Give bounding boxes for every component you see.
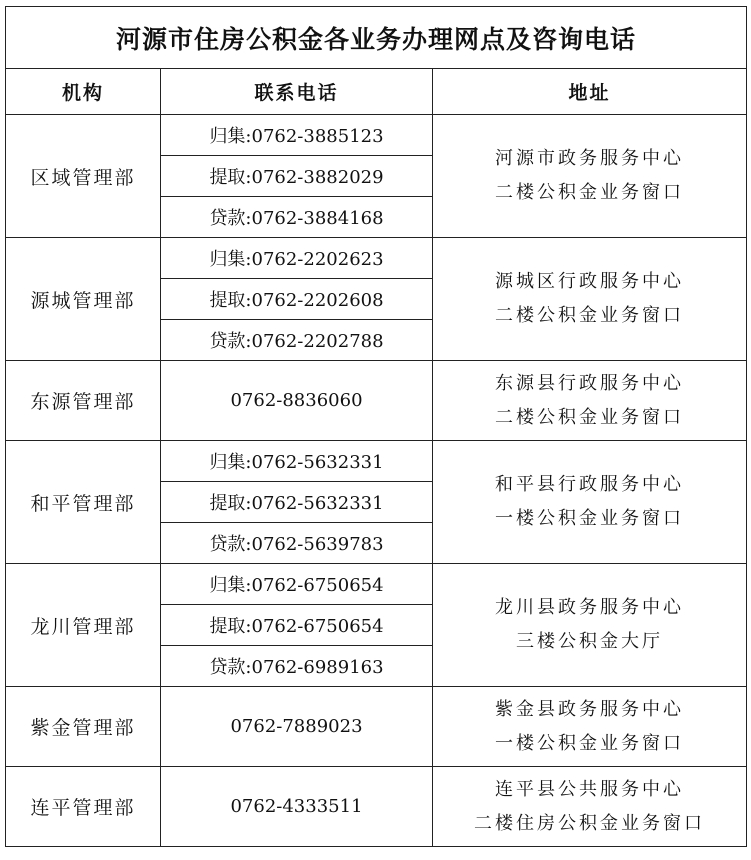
- phone-cell: 贷款:0762-2202788: [161, 320, 433, 361]
- address-cell: [433, 361, 747, 441]
- address-line: 一楼公积金业务窗口: [495, 508, 684, 529]
- phone-cell: 0762-8836060: [161, 361, 433, 441]
- phone-cell: 归集:0762-3885123: [161, 115, 433, 156]
- address-line: 源城区行政服务中心: [495, 271, 684, 292]
- page-title: 河源市住房公积金各业务办理网点及咨询电话: [6, 7, 747, 69]
- address-line: 和平县行政服务中心: [495, 474, 684, 495]
- address-cell: [433, 564, 747, 687]
- table-row: [6, 687, 747, 767]
- table-row: [6, 767, 747, 847]
- address-line: 二楼住房公积金业务窗口: [474, 812, 705, 834]
- address-cell: [433, 687, 747, 767]
- address-cell: [433, 115, 747, 238]
- phone-cell: 0762-7889023: [161, 687, 433, 767]
- address-cell: [433, 238, 747, 361]
- table-row: [6, 238, 747, 279]
- table-row: [6, 564, 747, 605]
- address-line: 二楼公积金业务窗口: [495, 305, 684, 326]
- phone-cell: 归集:0762-5632331: [161, 441, 433, 482]
- org-cell: 紫金管理部: [6, 687, 161, 767]
- header-org: 机构: [6, 69, 161, 115]
- table-row: [6, 361, 747, 441]
- table-row: [6, 115, 747, 156]
- address-line: 一楼公积金业务窗口: [495, 732, 684, 754]
- address-line: 河源市政务服务中心: [495, 148, 684, 169]
- phone-cell: 贷款:0762-6989163: [161, 646, 433, 687]
- address-line: 连平县公共服务中心: [495, 778, 684, 800]
- address-line: 二楼公积金业务窗口: [495, 182, 684, 203]
- header-address: 地址: [433, 69, 747, 115]
- org-cell: 龙川管理部: [6, 564, 161, 687]
- phone-cell: 提取:0762-6750654: [161, 605, 433, 646]
- service-table: [5, 6, 747, 847]
- phone-cell: 0762-4333511: [161, 767, 433, 847]
- org-cell: 连平管理部: [6, 767, 161, 847]
- org-cell: 东源管理部: [6, 361, 161, 441]
- address-line: 紫金县政务服务中心: [495, 698, 684, 720]
- table-row: [6, 441, 747, 482]
- address-cell: [433, 441, 747, 564]
- address-line: 龙川县政务服务中心: [495, 597, 684, 618]
- address-line: 二楼公积金业务窗口: [495, 406, 684, 428]
- phone-cell: 提取:0762-2202608: [161, 279, 433, 320]
- header-phone: 联系电话: [161, 69, 433, 115]
- org-cell: 源城管理部: [6, 238, 161, 361]
- phone-cell: 贷款:0762-3884168: [161, 197, 433, 238]
- phone-cell: 提取:0762-5632331: [161, 482, 433, 523]
- phone-cell: 归集:0762-2202623: [161, 238, 433, 279]
- address-line: 东源县行政服务中心: [495, 372, 684, 394]
- address-cell: [433, 767, 747, 847]
- address-line: 三楼公积金大厅: [516, 631, 663, 652]
- phone-cell: 贷款:0762-5639783: [161, 523, 433, 564]
- org-cell: 区域管理部: [6, 115, 161, 238]
- org-cell: 和平管理部: [6, 441, 161, 564]
- phone-cell: 提取:0762-3882029: [161, 156, 433, 197]
- phone-cell: 归集:0762-6750654: [161, 564, 433, 605]
